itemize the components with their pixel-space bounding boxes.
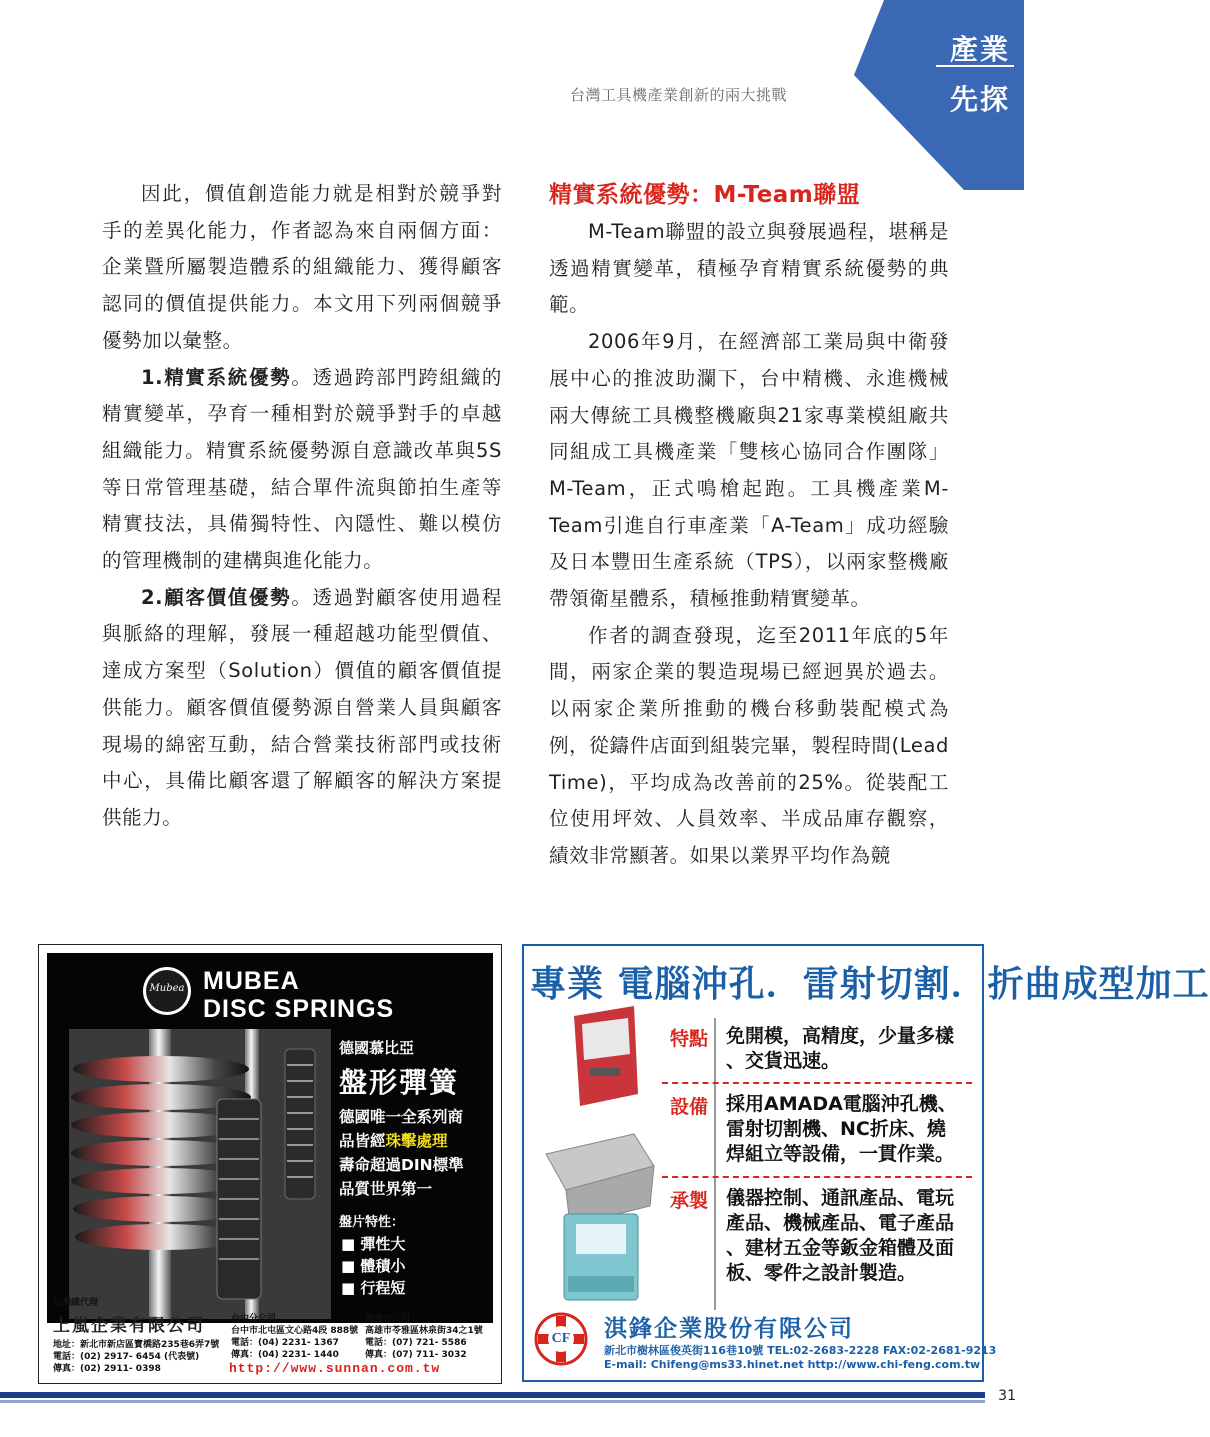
mubea-ad-panel <box>47 953 493 1323</box>
mubea-title-line2: DISC SPRINGS <box>203 995 395 1023</box>
paragraph: 作者的調查發現，迄至2011年底的5年間，兩家企業的製造現場已經迥異於過去。以兩家企業所推動的機台移動裝配模式為例，從鑄件店面到組裝完畢，製程時間(Lead Time)，平均成為改善前的25%。從裝配工位使用坪效、人員效率、半成品庫存觀察，績效非常顯著。如果以業界平均作為競 <box>549 623 949 867</box>
feature-line: 、交貨迅速。 <box>726 1050 841 1072</box>
paragraph-item1 <box>102 360 502 580</box>
footer-bar-thin <box>0 1400 985 1403</box>
paragraph: 因此，價值創造能力就是相對於競爭對手的差異化能力，作者認為來自兩個方面：企業暨所屬製造體系的組織能力、獲得顧客認同的價值提供能力。本文用下列兩個競爭優勢加以彙整。 <box>102 182 502 352</box>
taichung-branch-title: 台中分公司 <box>231 1314 277 1324</box>
row-divider <box>662 1176 972 1178</box>
feature-line: 免開模，高精度，少量多樣 <box>726 1025 955 1047</box>
manufacturing-line: 產品、機械產品、電子產品 <box>726 1212 955 1234</box>
item2-body: 。透過對顧客使用過程與脈絡的理解，發展一種超越功能型價值、達成方案型（Solution）價值的顧客價值提供能力。顧客價值優勢源自營業人員與顧客現場的綿密互動，結合營業技術部門或技術中心，具備比顧客還了解顧客的解決方案提供能力。 <box>102 585 502 829</box>
manufacturing-label: 承製 <box>670 1190 709 1212</box>
hq-phone: 電話：(02) 2917- 6454 (代表號) <box>53 1352 200 1362</box>
article-left-column <box>102 176 502 837</box>
equipment-line: 採用AMADA電腦沖孔機、 <box>726 1093 957 1115</box>
item1-title: 1.精實系統優勢 <box>141 365 292 389</box>
chifeng-advertisement <box>522 944 1210 1382</box>
chifeng-company-name: 淇鋒企業股份有限公司 <box>604 1316 854 1342</box>
mubea-website-link[interactable]: http://www.sunnan.com.tw <box>229 1361 441 1376</box>
chifeng-headline-prefix: 專業 <box>530 964 605 1005</box>
info-column-divider <box>714 1018 716 1310</box>
item1-body: 。透過跨部門跨組織的精實變革，孕育一種相對於競爭對手的卓越組織能力。精實系統優勢源自意識改革與5S等日常管理基礎，結合單件流與節拍生產等精實技法，具備獨特性、內隱性、難以模仿的管理機制的建構與進化能力。 <box>102 365 502 573</box>
equipment-label: 設備 <box>670 1096 709 1118</box>
taichung-fax: 傳真：(04) 2231- 1440 <box>231 1350 339 1360</box>
paragraph: 2006年9月，在經濟部工業局與中衛發展中心的推波助瀾下，台中精機、永進機械兩大傳統工具機整機廠與21家專業模組廠共同組成工具機產業「雙核心協同合作團隊」M-Team，正式鳴槍起跑。工具機產業M-Team引進自行車產業「A-Team」成功經驗及日本豐田生產系統（TPS），以兩家整機廠帶領衛星體系，積極推動精實變革。 <box>549 330 949 611</box>
taichung-address: 台中市北屯區文心路4段 888號 <box>231 1326 359 1336</box>
mubea-product-name: 盤形彈簧 <box>339 1066 460 1099</box>
agent-company: 上嵐企業有限公司 <box>53 1316 205 1336</box>
chifeng-address-contact: 新北市樹林區俊英街116巷10號 TEL:02-2683-2228 FAX:02-2681-9213 <box>604 1344 997 1357</box>
mubea-copy-line: 德國唯一全系列商 <box>339 1108 464 1126</box>
taichung-phone: 電話：(04) 2231- 1367 <box>231 1338 339 1348</box>
mubea-copy-text: 品皆經 <box>339 1132 386 1150</box>
mubea-advertisement <box>38 944 502 1384</box>
features-title: 盤片特性： <box>339 1215 405 1230</box>
section-heading: 精實系統優勢：M-Team聯盟 <box>549 182 861 208</box>
feature-text: 彈性大 <box>360 1235 406 1253</box>
manufacturing-line: 、建材五金等鈑金箱體及面 <box>726 1237 955 1259</box>
mubea-copy-line <box>339 1129 448 1151</box>
mubea-copy-line: 壽命超過DIN標準 <box>339 1156 464 1174</box>
feature-item: ■ 行程短 <box>341 1279 406 1297</box>
chifeng-headline <box>530 956 1210 1007</box>
sheet-metal-products-illustration <box>534 1006 658 1306</box>
hq-address: 地址：新北市新店區寶橋路235巷6弄7號 <box>53 1340 220 1350</box>
section-label-bottom: 先探 <box>949 83 1010 116</box>
kaohsiung-branch-title: 高雄分公司 <box>365 1314 411 1324</box>
mubea-copy-highlight: 珠擊處理 <box>385 1132 448 1150</box>
feature-item: ■ 體積小 <box>341 1257 406 1275</box>
section-label-top: 產業 <box>949 33 1010 66</box>
footer-bar <box>0 1392 985 1398</box>
row-divider <box>662 1082 972 1084</box>
chifeng-logo-text: CF <box>551 1331 571 1346</box>
page-number: 31 <box>998 1388 1016 1404</box>
disc-springs-illustration <box>69 1029 331 1319</box>
article-right-column <box>549 214 949 875</box>
feature-item: ■ 彈性大 <box>341 1235 406 1253</box>
feature-text: 行程短 <box>360 1279 406 1297</box>
mubea-copy-line: 品質世界第一 <box>339 1180 433 1198</box>
paragraph: M-Team聯盟的設立與發展過程，堪稱是透過精實變革，積極孕育精實系統優勢的典範。 <box>549 220 949 317</box>
kaohsiung-address: 高雄市苓雅區林泉街34之1號 <box>365 1326 483 1336</box>
mubea-title-line1: MUBEA <box>203 967 300 995</box>
feature-text: 體積小 <box>360 1257 406 1275</box>
manufacturing-line: 儀器控制、通訊產品、電玩 <box>726 1187 955 1209</box>
feature-label: 特點 <box>670 1028 709 1050</box>
chifeng-headline-text: 電腦沖孔．雷射切割．折曲成型加工 <box>617 964 1210 1005</box>
mubea-logo-text: Mubea <box>149 983 185 994</box>
paragraph-item2 <box>102 580 502 837</box>
agent-label: 台灣總代理 <box>53 1298 99 1308</box>
running-title: 台灣工具機產業創新的兩大挑戰 <box>570 86 788 104</box>
item2-title: 2.顧客價值優勢 <box>141 585 292 609</box>
manufacturing-line: 板、零件之設計製造。 <box>726 1262 917 1284</box>
chifeng-email-website[interactable]: E-mail: Chifeng@ms33.hinet.net http://www.chi-feng.com.tw <box>604 1358 981 1371</box>
kaohsiung-phone: 電話：(07) 721- 5586 <box>365 1338 467 1348</box>
kaohsiung-fax: 傳真：(07) 711- 3032 <box>365 1350 467 1360</box>
equipment-line: 雷射切割機、NC折床、燒 <box>726 1118 946 1140</box>
mubea-subtitle: 德國慕比亞 <box>339 1039 415 1057</box>
hq-fax: 傳真：(02) 2911- 0398 <box>53 1364 161 1374</box>
equipment-line: 焊組立等設備，一貫作業。 <box>726 1143 955 1165</box>
